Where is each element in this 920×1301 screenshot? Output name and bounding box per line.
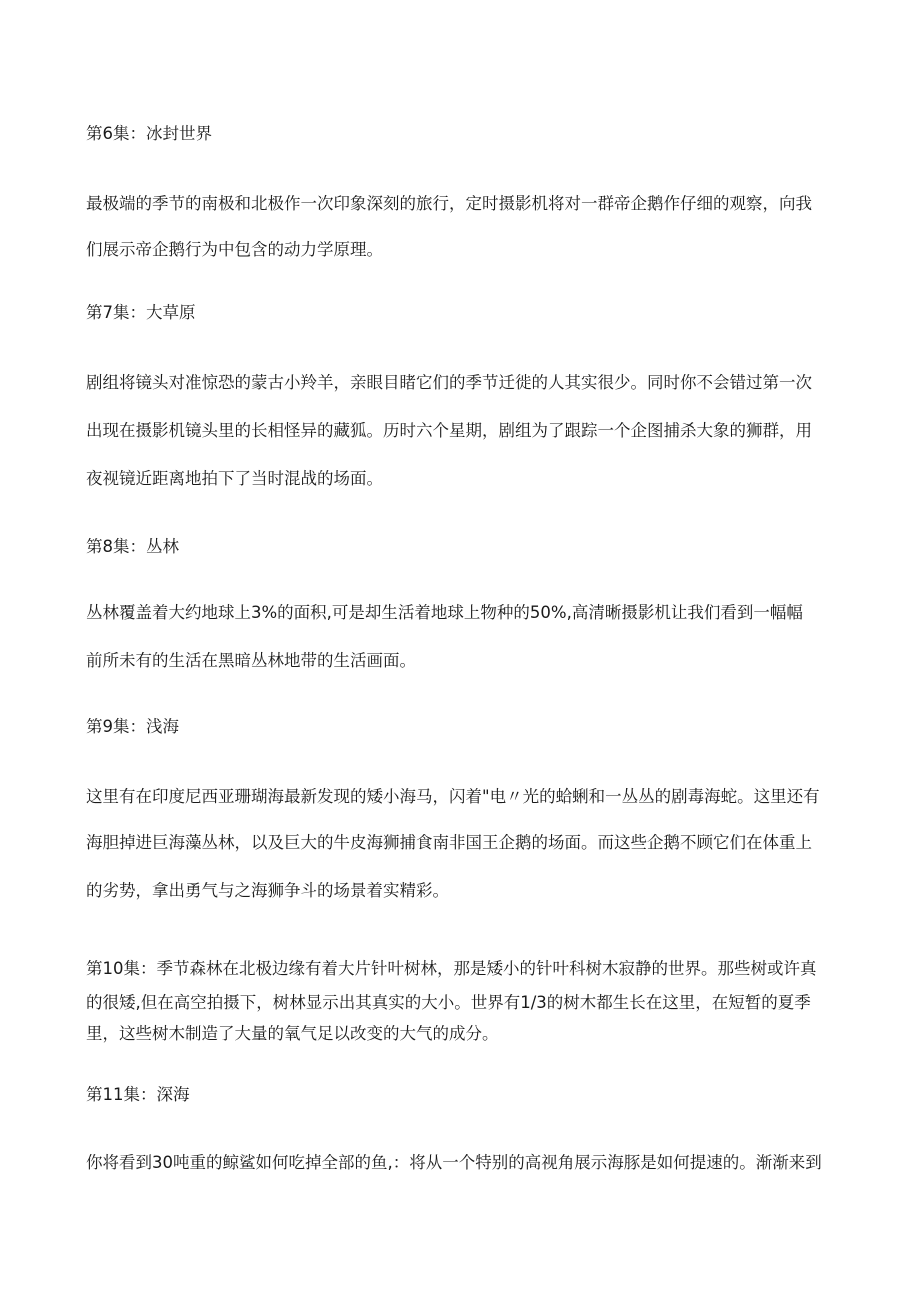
heading-episode-11: 第11集：深海 bbox=[86, 1085, 190, 1104]
heading-episode-7: 第7集：大草原 bbox=[86, 303, 196, 322]
paragraph-line: 出现在摄影机镜头里的长相怪异的藏狐。历时六个星期，剧组为了跟踪一个企图捕杀大象的狮群，用 bbox=[86, 421, 812, 440]
paragraph-line: 夜视镜近距离地拍下了当时混战的场面。 bbox=[86, 469, 383, 488]
heading-episode-8: 第8集：丛林 bbox=[86, 537, 179, 556]
paragraph-line: 前所未有的生活在黑暗丛林地带的生活画面。 bbox=[86, 651, 416, 670]
paragraph-line: 你将看到30吨重的鲸鲨如何吃掉全部的鱼,：将从一个特别的高视角展示海豚是如何提速的。渐渐来到 bbox=[86, 1153, 822, 1172]
paragraph-line: 的劣势，拿出勇气与之海狮争斗的场景着实精彩。 bbox=[86, 881, 449, 900]
paragraph-line: 里，这些树木制造了大量的氧气足以改变的大气的成分。 bbox=[86, 1024, 499, 1043]
paragraph-line: 这里有在印度尼西亚珊瑚海最新发现的矮小海马，闪着"电〃光的蛤蜊和一丛丛的剧毒海蛇。这里还有 bbox=[86, 787, 820, 806]
paragraph-line: 的很矮,但在高空拍摄下，树林显示出其真实的大小。世界有1/3的树木都生长在这里，在短暂的夏季 bbox=[86, 993, 811, 1012]
paragraph-episode-10: 第10集：季节森林在北极边缘有着大片针叶树林，那是矮小的针叶科树木寂静的世界。那些树或许真 bbox=[86, 959, 817, 978]
paragraph-line: 们展示帝企鹅行为中包含的动力学原理。 bbox=[86, 240, 383, 259]
heading-episode-6: 第6集：冰封世界 bbox=[86, 124, 212, 143]
heading-episode-9: 第9集：浅海 bbox=[86, 717, 179, 736]
paragraph-line: 丛林覆盖着大约地球上3%的面积,可是却生活着地球上物种的50%,高清晰摄影机让我们看到一幅幅 bbox=[86, 603, 803, 622]
paragraph-line: 海胆掉进巨海藻丛林，以及巨大的牛皮海狮捕食南非国王企鹅的场面。而这些企鹅不顾它们在体重上 bbox=[86, 833, 812, 852]
paragraph-line: 最极端的季节的南极和北极作一次印象深刻的旅行，定时摄影机将对一群帝企鹅作仔细的观察，向我 bbox=[86, 194, 812, 213]
paragraph-line: 剧组将镜头对准惊恐的蒙古小羚羊，亲眼目睹它们的季节迁徙的人其实很少。同时你不会错过第一次 bbox=[86, 373, 812, 392]
